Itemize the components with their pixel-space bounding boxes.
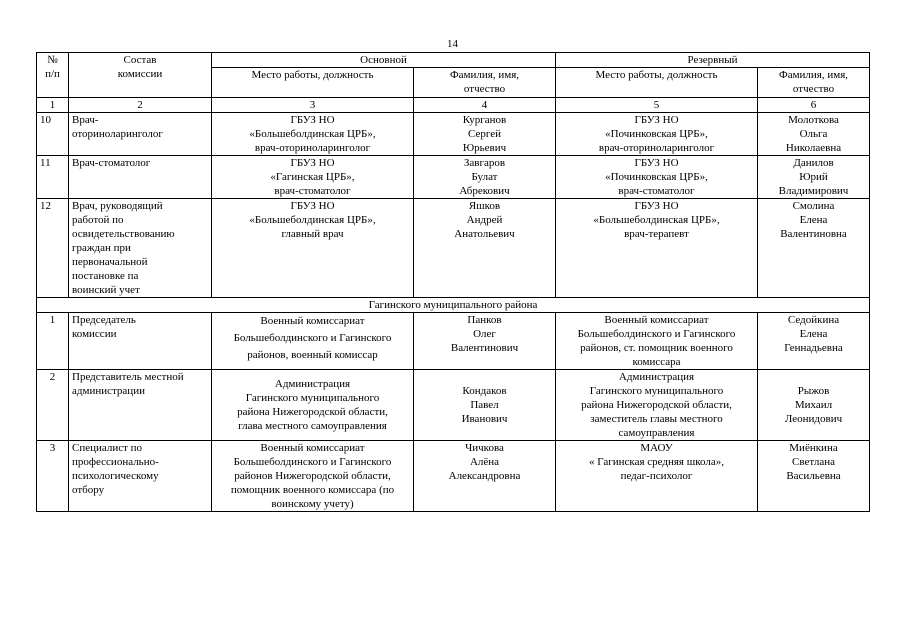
row-number: 3: [37, 441, 69, 512]
table-row: [37, 441, 870, 512]
section-row: [37, 298, 870, 313]
row-main-workplace: ГБУЗ НО «Большеболдинская ЦРБ», главный врач: [212, 199, 414, 298]
commission-table: [36, 52, 870, 512]
col-number: 1: [37, 98, 69, 113]
row-main-fio: Панков Олег Валентинович: [414, 313, 556, 370]
row-number: 12: [37, 199, 69, 298]
header-num: № п/п: [37, 53, 69, 98]
row-main-workplace: Администрация Гагинского муниципального района Нижегородской области, глава местного самоуправления: [212, 370, 414, 441]
row-reserve-fio: Смолина Елена Валентиновна: [758, 199, 870, 298]
row-main-workplace: ГБУЗ НО «Гагинская ЦРБ», врач-стоматолог: [212, 156, 414, 199]
row-role: Представитель местной администрации: [69, 370, 212, 441]
col-number: 5: [556, 98, 758, 113]
row-number: 11: [37, 156, 69, 199]
row-main-fio: Яшков Андрей Анатольевич: [414, 199, 556, 298]
row-reserve-fio: Седойкина Елена Геннадьевна: [758, 313, 870, 370]
row-main-workplace: ГБУЗ НО «Большеболдинская ЦРБ», врач-оториноларинголог: [212, 113, 414, 156]
row-role: Врач-стоматолог: [69, 156, 212, 199]
row-role: Врач, руководящий работой по освидетельствованию граждан при первоначальной постановке па воинский учет: [69, 199, 212, 298]
row-number: 1: [37, 313, 69, 370]
page-number: 14: [447, 38, 458, 50]
header-main-workplace: Место работы, должность: [212, 68, 414, 98]
row-main-fio: Чичкова Алёна Александровна: [414, 441, 556, 512]
column-numbers-row: [37, 98, 870, 113]
row-reserve-fio: Молоткова Ольга Николаевна: [758, 113, 870, 156]
row-reserve-workplace: ГБУЗ НО «Большеболдинская ЦРБ», врач-терапевт: [556, 199, 758, 298]
row-reserve-workplace: ГБУЗ НО «Починковская ЦРБ», врач-оториноларинголог: [556, 113, 758, 156]
row-reserve-fio: Миёнкина Светлана Васильевна: [758, 441, 870, 512]
row-reserve-workplace: Военный комиссариат Большеболдинского и Гагинского районов, ст. помощник военного комиссара: [556, 313, 758, 370]
row-role: Председатель комиссии: [69, 313, 212, 370]
col-number: 3: [212, 98, 414, 113]
table-row: [37, 199, 870, 298]
header-composition: Состав комиссии: [69, 53, 212, 98]
table-row: [37, 370, 870, 441]
row-role: Врач- оториноларинголог: [69, 113, 212, 156]
section-title: Гагинского муниципального района: [37, 298, 870, 313]
row-main-fio: Кондаков Павел Иванович: [414, 370, 556, 441]
col-number: 6: [758, 98, 870, 113]
row-main-workplace: Военный комиссариат Большеболдинского и Гагинского районов, военный комиссар: [212, 313, 414, 370]
header-reserve: Резервный: [556, 53, 870, 68]
row-number: 2: [37, 370, 69, 441]
row-reserve-workplace: Администрация Гагинского муниципального района Нижегородской области, заместитель главы местного самоуправления: [556, 370, 758, 441]
col-number: 2: [69, 98, 212, 113]
header-reserve-fio: Фамилия, имя, отчество: [758, 68, 870, 98]
row-main-fio: Завгаров Булат Абрекович: [414, 156, 556, 199]
row-role: Специалист по профессионально- психологическому отбору: [69, 441, 212, 512]
header-reserve-workplace: Место работы, должность: [556, 68, 758, 98]
col-number: 4: [414, 98, 556, 113]
row-reserve-workplace: ГБУЗ НО «Починковская ЦРБ», врач-стоматолог: [556, 156, 758, 199]
table-row: [37, 313, 870, 370]
header-main-fio: Фамилия, имя, отчество: [414, 68, 556, 98]
header-main: Основной: [212, 53, 556, 68]
row-reserve-workplace: МАОУ « Гагинская средняя школа», педаг-психолог: [556, 441, 758, 512]
row-reserve-fio: Рыжов Михаил Леонидович: [758, 370, 870, 441]
row-main-fio: Курганов Сергей Юрьевич: [414, 113, 556, 156]
row-main-workplace: Военный комиссариат Большеболдинского и Гагинского районов Нижегородской области, помощник военного комиссара (по воинскому учету): [212, 441, 414, 512]
table-row: [37, 113, 870, 156]
row-number: 10: [37, 113, 69, 156]
table-row: [37, 156, 870, 199]
row-reserve-fio: Данилов Юрий Владимирович: [758, 156, 870, 199]
